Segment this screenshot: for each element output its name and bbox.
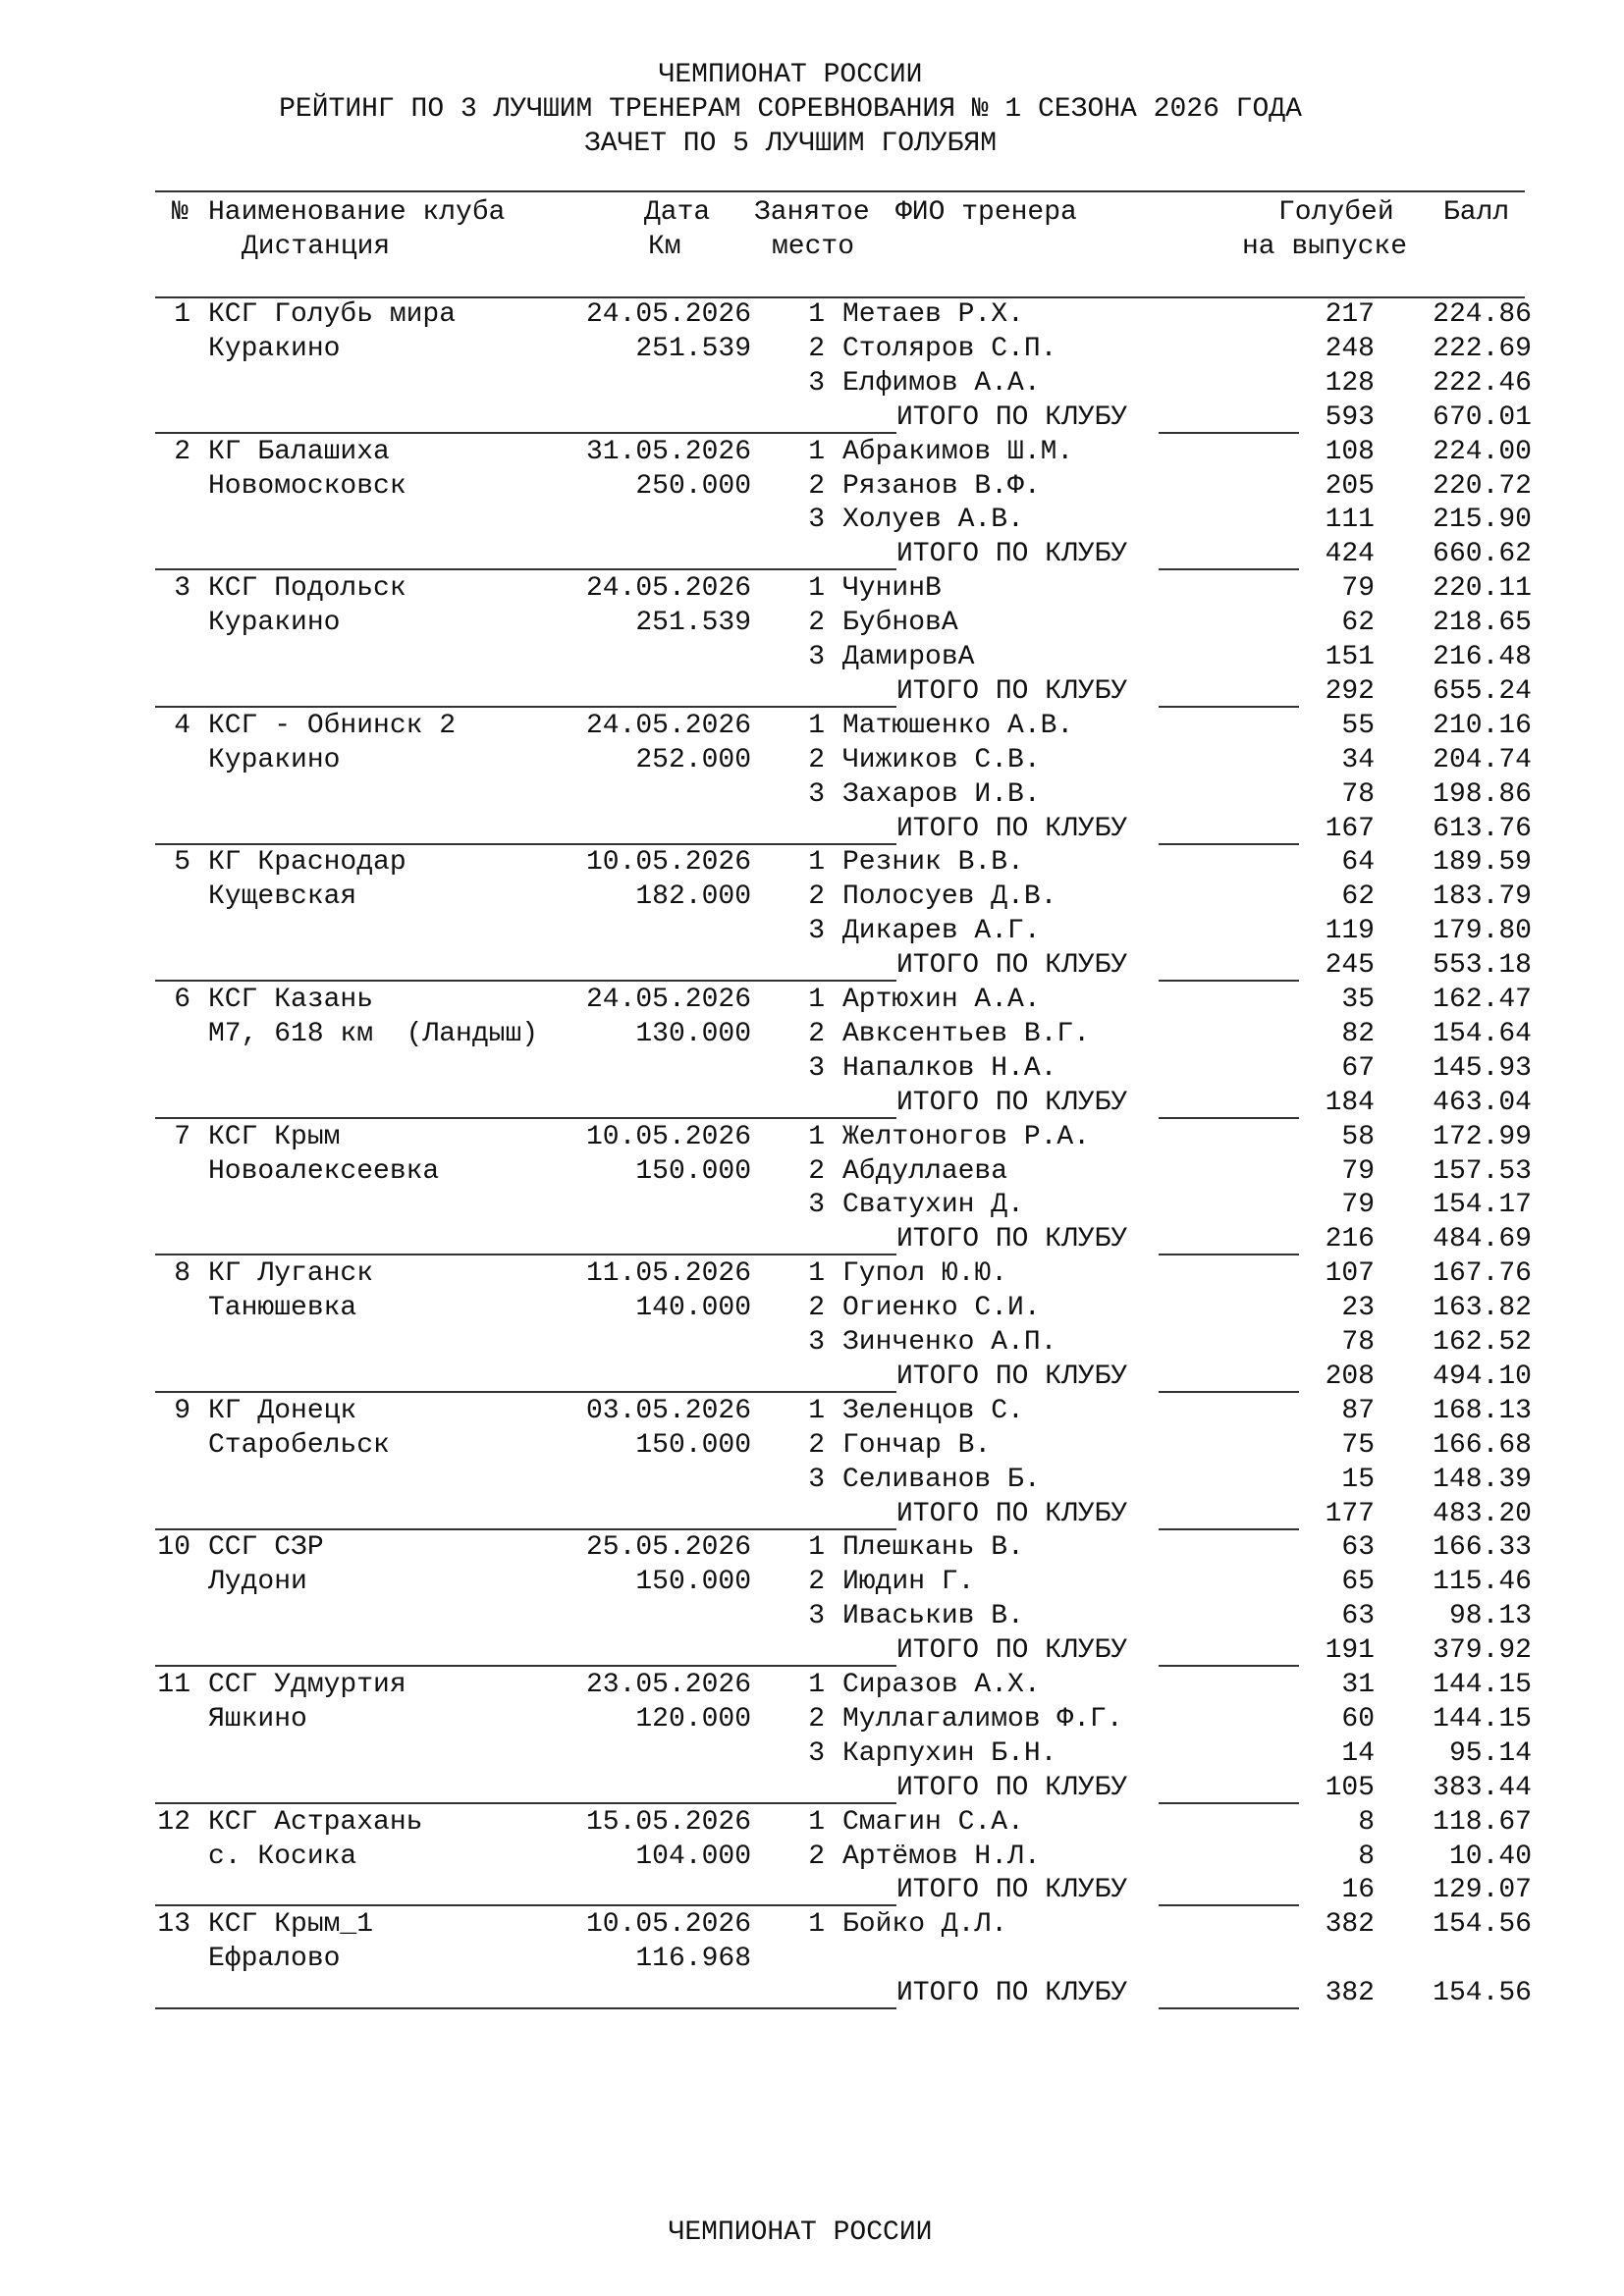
club-number: 7 (174, 1121, 190, 1152)
col-place: Занятое (754, 197, 870, 228)
club-name: КСГ Астрахань (208, 1806, 423, 1838)
race-date: 24.05.2026 (585, 710, 751, 741)
total-score: 154.56 (1433, 1978, 1532, 2009)
total-label: ИТОГО ПО КЛУБУ (896, 1498, 1128, 1529)
trainer-place: 3 (808, 1464, 825, 1495)
race-date: 10.05.2026 (585, 1909, 751, 1941)
trainer-score: 154.17 (1433, 1190, 1532, 1221)
total-rule-left (155, 843, 896, 845)
race-km: 252.000 (635, 744, 751, 775)
total-score: 655.24 (1433, 675, 1532, 707)
trainer-place: 2 (808, 1155, 825, 1187)
trainer-birds: 78 (1341, 1327, 1375, 1358)
trainer-birds: 107 (1325, 1258, 1375, 1290)
total-score: 383.44 (1433, 1772, 1532, 1803)
col-birds: Голубей (1278, 197, 1394, 228)
trainer-name: Столяров С.П. (842, 333, 1057, 364)
club-name: КСГ Крым_1 (208, 1909, 374, 1941)
trainer-name: Чижиков С.В. (842, 744, 1041, 775)
total-label: ИТОГО ПО КЛУБУ (896, 1635, 1128, 1667)
trainer-birds: 75 (1341, 1429, 1375, 1461)
race-date: 31.05.2026 (585, 436, 751, 467)
trainer-birds: 78 (1341, 778, 1375, 810)
race-date: 11.05.2026 (585, 1258, 751, 1290)
trainer-birds: 8 (1358, 1841, 1375, 1872)
trainer-name: Захаров И.В. (842, 778, 1041, 810)
race-km: 130.000 (635, 1018, 751, 1049)
club-number: 8 (174, 1258, 190, 1290)
trainer-name: Полосуев Д.В. (842, 881, 1057, 913)
total-birds: 245 (1325, 950, 1375, 982)
trainer-birds: 34 (1341, 744, 1375, 775)
total-label: ИТОГО ПО КЛУБУ (896, 1772, 1128, 1803)
total-score: 660.62 (1433, 539, 1532, 570)
trainer-name: ЧунинВ (842, 573, 942, 605)
total-birds: 167 (1325, 813, 1375, 844)
club-distance: Танюшевка (208, 1293, 357, 1324)
race-date: 10.05.2026 (585, 847, 751, 879)
trainer-name: Артёмов Н.Л. (842, 1841, 1041, 1872)
page-footer: ЧЕМПИОНАТ РОССИИ (668, 2217, 933, 2248)
total-birds: 424 (1325, 539, 1375, 570)
trainer-name: Муллагалимов Ф.Г. (842, 1703, 1123, 1735)
trainer-name: Бойко Д.Л. (842, 1909, 1008, 1941)
trainer-place: 1 (808, 573, 825, 605)
trainer-score: 224.00 (1433, 436, 1532, 467)
trainer-birds: 108 (1325, 436, 1375, 467)
trainer-score: 215.90 (1433, 505, 1532, 536)
trainer-place: 1 (808, 985, 825, 1015)
total-birds: 292 (1325, 675, 1375, 707)
trainer-name: Иваськив В. (842, 1601, 1024, 1632)
total-birds: 382 (1325, 1978, 1375, 2009)
trainer-score: 172.99 (1433, 1121, 1532, 1152)
header-line-2: РЕЙТИНГ ПО 3 ЛУЧШИМ ТРЕНЕРАМ СОРЕВНОВАНИЯ № 1 СЕЗОНА 2026 ГОДА (279, 94, 1302, 125)
trainer-place: 1 (808, 1121, 825, 1152)
club-name: ССГ Удмуртия (208, 1670, 406, 1700)
club-distance: Куракино (208, 333, 341, 364)
trainer-birds: 67 (1341, 1052, 1375, 1084)
trainer-score: 218.65 (1433, 608, 1532, 639)
club-name: КСГ Казань (208, 985, 374, 1015)
header-line-1: ЧЕМПИОНАТ РОССИИ (658, 60, 923, 90)
trainer-place: 3 (808, 1601, 825, 1632)
race-date: 15.05.2026 (585, 1806, 751, 1838)
trainer-score: 220.72 (1433, 470, 1532, 502)
trainer-birds: 62 (1341, 608, 1375, 639)
trainer-name: Напалков Н.А. (842, 1052, 1057, 1084)
club-name: КСГ Крым (208, 1121, 341, 1152)
race-km: 182.000 (635, 881, 751, 913)
club-number: 13 (157, 1909, 190, 1941)
trainer-birds: 79 (1341, 573, 1375, 605)
trainer-birds: 82 (1341, 1018, 1375, 1049)
trainer-score: 98.13 (1448, 1601, 1532, 1632)
col-club: Наименование клуба (208, 197, 506, 228)
club-number: 6 (174, 985, 190, 1015)
race-date: 23.05.2026 (585, 1670, 751, 1700)
trainer-place: 1 (808, 1395, 825, 1426)
trainer-birds: 31 (1341, 1670, 1375, 1700)
trainer-place: 3 (808, 367, 825, 399)
club-number: 2 (174, 436, 190, 467)
trainer-birds: 15 (1341, 1464, 1375, 1495)
total-score: 553.18 (1433, 950, 1532, 982)
trainer-place: 3 (808, 1737, 825, 1769)
trainer-score: 179.80 (1433, 916, 1532, 947)
total-score: 129.07 (1433, 1875, 1532, 1906)
trainer-name: Плешкань В. (842, 1532, 1024, 1564)
club-number: 4 (174, 710, 190, 741)
trainer-birds: 23 (1341, 1293, 1375, 1324)
trainer-birds: 58 (1341, 1121, 1375, 1152)
trainer-name: БубновА (842, 608, 958, 639)
total-rule-left (155, 1665, 896, 1667)
trainer-score: 220.11 (1433, 573, 1532, 605)
trainer-birds: 63 (1341, 1532, 1375, 1564)
race-km: 116.968 (635, 1944, 751, 1975)
trainer-place: 1 (808, 299, 825, 330)
trainer-birds: 64 (1341, 847, 1375, 879)
race-date: 24.05.2026 (585, 299, 751, 330)
total-rule-left (155, 1528, 896, 1530)
trainer-place: 2 (808, 1429, 825, 1461)
trainer-place: 2 (808, 1703, 825, 1735)
col-distance: Дистанция (242, 232, 391, 262)
trainer-place: 2 (808, 744, 825, 775)
trainer-score: 224.86 (1433, 299, 1532, 330)
trainer-birds: 8 (1358, 1806, 1375, 1838)
trainer-birds: 35 (1341, 985, 1375, 1015)
club-name: КГ Краснодар (208, 847, 406, 879)
race-date: 10.05.2026 (585, 1121, 751, 1152)
trainer-place: 3 (808, 778, 825, 810)
total-rule-left (155, 568, 896, 570)
trainer-name: Абракимов Ш.М. (842, 436, 1074, 467)
club-number: 10 (157, 1532, 190, 1564)
col-place-2: место (772, 232, 855, 262)
trainer-score: 222.46 (1433, 367, 1532, 399)
total-birds: 16 (1341, 1875, 1375, 1906)
trainer-name: Рязанов В.Ф. (842, 470, 1041, 502)
trainer-score: 162.52 (1433, 1327, 1532, 1358)
trainer-place: 3 (808, 642, 825, 672)
trainer-place: 1 (808, 1806, 825, 1838)
total-score: 613.76 (1433, 813, 1532, 844)
trainer-birds: 151 (1325, 642, 1375, 672)
total-label: ИТОГО ПО КЛУБУ (896, 1875, 1128, 1906)
total-birds: 216 (1325, 1224, 1375, 1255)
trainer-place: 1 (808, 1670, 825, 1700)
trainer-score: 166.68 (1433, 1429, 1532, 1461)
trainer-name: Сиразов А.Х. (842, 1670, 1041, 1700)
total-label: ИТОГО ПО КЛУБУ (896, 1361, 1128, 1392)
club-number: 12 (157, 1806, 190, 1838)
trainer-score: 118.67 (1433, 1806, 1532, 1838)
club-name: КСГ Подольск (208, 573, 406, 605)
trainer-score: 95.14 (1448, 1737, 1532, 1769)
club-name: ССГ СЗР (208, 1532, 324, 1564)
trainer-birds: 248 (1325, 333, 1375, 364)
trainer-score: 204.74 (1433, 744, 1532, 775)
trainer-score: 144.15 (1433, 1670, 1532, 1700)
club-number: 3 (174, 573, 190, 605)
trainer-score: 10.40 (1448, 1841, 1532, 1872)
trainer-place: 3 (808, 505, 825, 536)
club-name: КСГ Голубь мира (208, 299, 457, 330)
trainer-place: 2 (808, 333, 825, 364)
col-date: Дата (644, 197, 711, 228)
trainer-place: 2 (808, 1018, 825, 1049)
club-distance: Старобельск (208, 1429, 390, 1461)
trainer-score: 145.93 (1433, 1052, 1532, 1084)
total-score: 494.10 (1433, 1361, 1532, 1392)
trainer-name: Огиенко С.И. (842, 1293, 1041, 1324)
trainer-place: 1 (808, 1532, 825, 1564)
trainer-birds: 63 (1341, 1601, 1375, 1632)
race-km: 251.539 (635, 608, 751, 639)
trainer-place: 2 (808, 470, 825, 502)
col-km: Км (648, 232, 681, 262)
trainer-place: 1 (808, 1258, 825, 1290)
trainer-score: 148.39 (1433, 1464, 1532, 1495)
trainer-name: Дикарев А.Г. (842, 916, 1041, 947)
trainer-name: Авксентьев В.Г. (842, 1018, 1091, 1049)
trainer-score: 157.53 (1433, 1155, 1532, 1187)
total-rule-left (155, 432, 896, 434)
total-rule-left (155, 980, 896, 982)
total-rule-left (155, 1802, 896, 1804)
trainer-name: Зеленцов С. (842, 1395, 1024, 1426)
col-num: № (172, 197, 189, 228)
race-km: 120.000 (635, 1703, 751, 1735)
total-rule-left (155, 1904, 896, 1906)
header-rule-top (155, 190, 1525, 192)
total-birds: 184 (1325, 1087, 1375, 1118)
header-line-3: ЗАЧЕТ ПО 5 ЛУЧШИМ ГОЛУБЯМ (583, 129, 998, 159)
trainer-birds: 65 (1341, 1567, 1375, 1598)
race-date: 24.05.2026 (585, 573, 751, 605)
trainer-place: 1 (808, 847, 825, 879)
total-label: ИТОГО ПО КЛУБУ (896, 539, 1128, 570)
club-distance: Кущевская (208, 881, 357, 913)
race-date: 25.05.2026 (585, 1532, 751, 1564)
trainer-score: 216.48 (1433, 642, 1532, 672)
trainer-score: 167.76 (1433, 1258, 1532, 1290)
total-label: ИТОГО ПО КЛУБУ (896, 813, 1128, 844)
trainer-birds: 111 (1325, 505, 1375, 536)
club-distance: Куракино (208, 744, 341, 775)
trainer-name: Июдин Г. (842, 1567, 975, 1598)
club-number: 5 (174, 847, 190, 879)
trainer-birds: 55 (1341, 710, 1375, 741)
trainer-birds: 14 (1341, 1737, 1375, 1769)
trainer-birds: 60 (1341, 1703, 1375, 1735)
trainer-name: Елфимов А.А. (842, 367, 1041, 399)
race-km: 250.000 (635, 470, 751, 502)
total-score: 463.04 (1433, 1087, 1532, 1118)
trainer-name: Желтоногов Р.А. (842, 1121, 1091, 1152)
trainer-place: 3 (808, 1327, 825, 1358)
trainer-name: Холуев А.В. (842, 505, 1024, 536)
trainer-place: 3 (808, 1190, 825, 1221)
col-trainer: ФИО тренера (895, 197, 1077, 228)
club-distance: Куракино (208, 608, 341, 639)
trainer-place: 1 (808, 1909, 825, 1941)
trainer-birds: 382 (1325, 1909, 1375, 1941)
race-km: 150.000 (635, 1429, 751, 1461)
total-label: ИТОГО ПО КЛУБУ (896, 1978, 1128, 2009)
total-birds: 593 (1325, 401, 1375, 433)
total-score: 483.20 (1433, 1498, 1532, 1529)
club-name: КСГ - Обнинск 2 (208, 710, 457, 741)
race-km: 150.000 (635, 1155, 751, 1187)
trainer-name: Селиванов Б. (842, 1464, 1041, 1495)
trainer-name: Резник В.В. (842, 847, 1024, 879)
total-rule-left (155, 706, 896, 708)
trainer-score: 183.79 (1433, 881, 1532, 913)
total-birds: 177 (1325, 1498, 1375, 1529)
trainer-name: Зинченко А.П. (842, 1327, 1057, 1358)
trainer-place: 2 (808, 1293, 825, 1324)
race-km: 140.000 (635, 1293, 751, 1324)
trainer-birds: 79 (1341, 1190, 1375, 1221)
trainer-place: 2 (808, 881, 825, 913)
club-number: 1 (174, 299, 190, 330)
col-birds-2: на выпуске (1242, 232, 1408, 262)
race-km: 104.000 (635, 1841, 751, 1872)
total-label: ИТОГО ПО КЛУБУ (896, 950, 1128, 982)
trainer-score: 222.69 (1433, 333, 1532, 364)
total-score: 379.92 (1433, 1635, 1532, 1667)
total-score: 484.69 (1433, 1224, 1532, 1255)
trainer-score: 154.64 (1433, 1018, 1532, 1049)
trainer-birds: 128 (1325, 367, 1375, 399)
club-name: КГ Донецк (208, 1395, 357, 1426)
trainer-name: Артюхин А.А. (842, 985, 1041, 1015)
trainer-name: Гончар В. (842, 1429, 992, 1461)
club-distance: Новомосковск (208, 470, 406, 502)
trainer-name: ДамировА (842, 642, 975, 672)
total-rule-left (155, 1254, 896, 1255)
total-rule-left (155, 1391, 896, 1393)
trainer-place: 1 (808, 436, 825, 467)
total-birds: 191 (1325, 1635, 1375, 1667)
trainer-birds: 87 (1341, 1395, 1375, 1426)
trainer-birds: 62 (1341, 881, 1375, 913)
total-label: ИТОГО ПО КЛУБУ (896, 1087, 1128, 1118)
club-distance: Ефралово (208, 1944, 341, 1975)
trainer-score: 166.33 (1433, 1532, 1532, 1564)
trainer-name: Абдуллаева (842, 1155, 1008, 1187)
total-label: ИТОГО ПО КЛУБУ (896, 401, 1128, 433)
club-distance: М7, 618 км (Ландыш) (208, 1018, 539, 1049)
trainer-birds: 79 (1341, 1155, 1375, 1187)
trainer-score: 210.16 (1433, 710, 1532, 741)
club-name: КГ Балашиха (208, 436, 390, 467)
trainer-place: 3 (808, 916, 825, 947)
total-rule-left (155, 1117, 896, 1119)
race-km: 150.000 (635, 1567, 751, 1598)
trainer-place: 2 (808, 1567, 825, 1598)
col-score: Балл (1443, 197, 1510, 228)
trainer-score: 163.82 (1433, 1293, 1532, 1324)
club-number: 9 (174, 1395, 190, 1426)
trainer-place: 2 (808, 1841, 825, 1872)
trainer-name: Метаев Р.Х. (842, 299, 1024, 330)
trainer-score: 198.86 (1433, 778, 1532, 810)
trainer-place: 1 (808, 710, 825, 741)
trainer-birds: 205 (1325, 470, 1375, 502)
club-number: 11 (157, 1670, 190, 1700)
trainer-score: 154.56 (1433, 1909, 1532, 1941)
trainer-name: Матюшенко А.В. (842, 710, 1074, 741)
trainer-score: 168.13 (1433, 1395, 1532, 1426)
total-label: ИТОГО ПО КЛУБУ (896, 675, 1128, 707)
trainer-score: 162.47 (1433, 985, 1532, 1015)
total-rule-left (155, 2007, 896, 2009)
total-birds: 208 (1325, 1361, 1375, 1392)
trainer-place: 2 (808, 608, 825, 639)
total-birds: 105 (1325, 1772, 1375, 1803)
race-date: 03.05.2026 (585, 1395, 751, 1426)
trainer-score: 189.59 (1433, 847, 1532, 879)
club-distance: Яшкино (208, 1703, 307, 1735)
total-score: 670.01 (1433, 401, 1532, 433)
trainer-score: 144.15 (1433, 1703, 1532, 1735)
trainer-name: Гупол Ю.Ю. (842, 1258, 1008, 1290)
trainer-place: 3 (808, 1052, 825, 1084)
trainer-name: Сватухин Д. (842, 1190, 1024, 1221)
trainer-name: Карпухин Б.Н. (842, 1737, 1057, 1769)
club-name: КГ Луганск (208, 1258, 374, 1290)
race-km: 251.539 (635, 333, 751, 364)
club-distance: с. Косика (208, 1841, 357, 1872)
trainer-birds: 119 (1325, 916, 1375, 947)
trainer-score: 115.46 (1433, 1567, 1532, 1598)
trainer-name: Смагин С.А. (842, 1806, 1024, 1838)
race-date: 24.05.2026 (585, 985, 751, 1015)
club-distance: Новоалексеевка (208, 1155, 440, 1187)
total-label: ИТОГО ПО КЛУБУ (896, 1224, 1128, 1255)
trainer-birds: 217 (1325, 299, 1375, 330)
club-distance: Лудони (208, 1567, 307, 1598)
